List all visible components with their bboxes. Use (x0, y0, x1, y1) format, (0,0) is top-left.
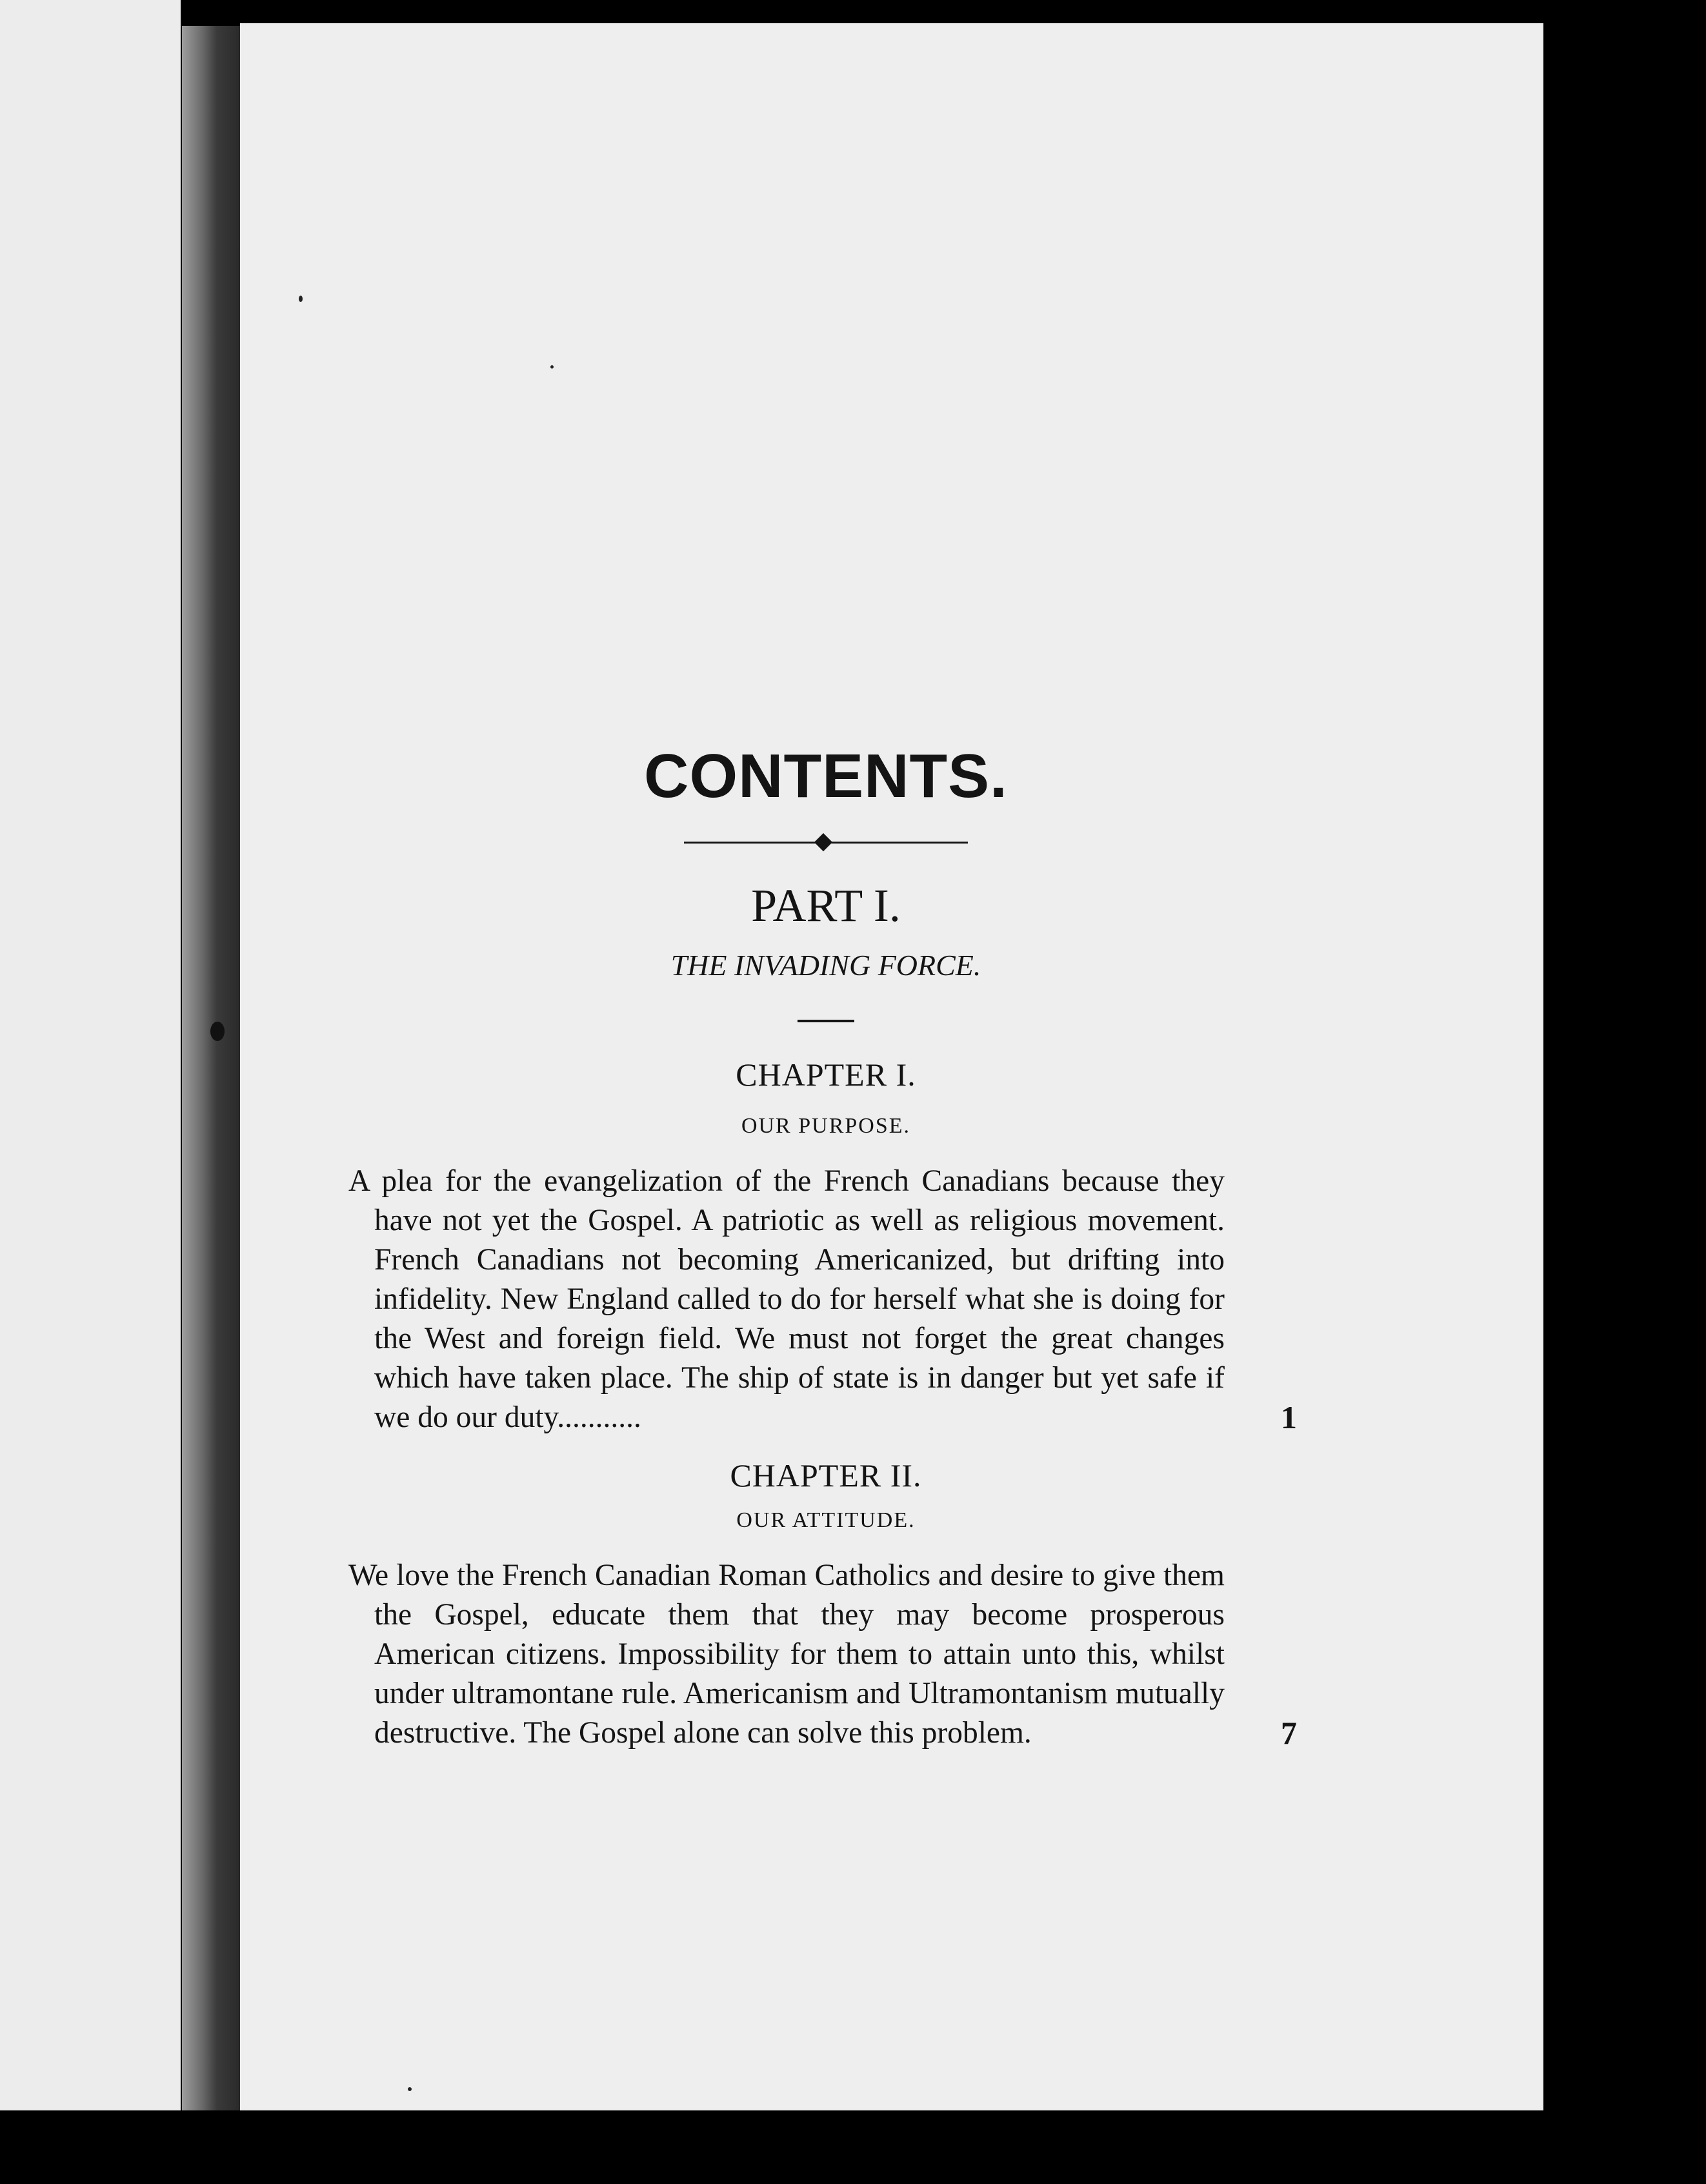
chapter-summary: A plea for the evangelization of the French Canadians because they have not yet the Gospel. A patriotic as well as religious movement. French Canadians not becoming Americanized, but drifting into infidelity. New England called to do for herself what she is doing for the West and foreign field. We must not forget the great changes which have taken place. The ship of state is in danger but yet safe if we do our duty........... (348, 1164, 1225, 1434)
chapter-subtitle: OUR PURPOSE. (741, 1113, 911, 1138)
contents-section (348, 742, 1303, 1753)
chapter-title: CHAPTER II. (730, 1457, 922, 1493)
scan-border (0, 2110, 1706, 2184)
chapter-entry (348, 1162, 1303, 1437)
contents-heading: CONTENTS. (644, 742, 1008, 811)
chapter-entry (348, 1556, 1303, 1753)
page-number: 7 (1281, 1714, 1297, 1751)
diamond-ornament-icon (814, 833, 832, 851)
chapter-summary: We love the French Canadian Roman Catholics and desire to give them the Gospel, educate them that they may become prosperous American citizens. Impossibility for them to attain unto this, whilst under ultramontane rule. Americanism and Ultramontanism mutually destructive. The Gospel alone can solve this problem. (348, 1558, 1225, 1750)
scan-speck (210, 1022, 225, 1041)
scan-speck (408, 2087, 412, 2091)
left-page (0, 0, 181, 2184)
scan-speck (550, 365, 554, 369)
book-gutter-shadow (182, 26, 240, 2110)
scan-speck (299, 296, 303, 302)
part-subtitle: THE INVADING FORCE. (670, 948, 981, 982)
page-number: 1 (1281, 1399, 1297, 1435)
chapter-subtitle: OUR ATTITUDE. (736, 1508, 916, 1532)
chapter-title: CHAPTER I. (736, 1056, 916, 1093)
part-title: PART I. (751, 879, 901, 931)
ornamental-rule (684, 833, 968, 852)
section-divider (798, 1020, 854, 1022)
